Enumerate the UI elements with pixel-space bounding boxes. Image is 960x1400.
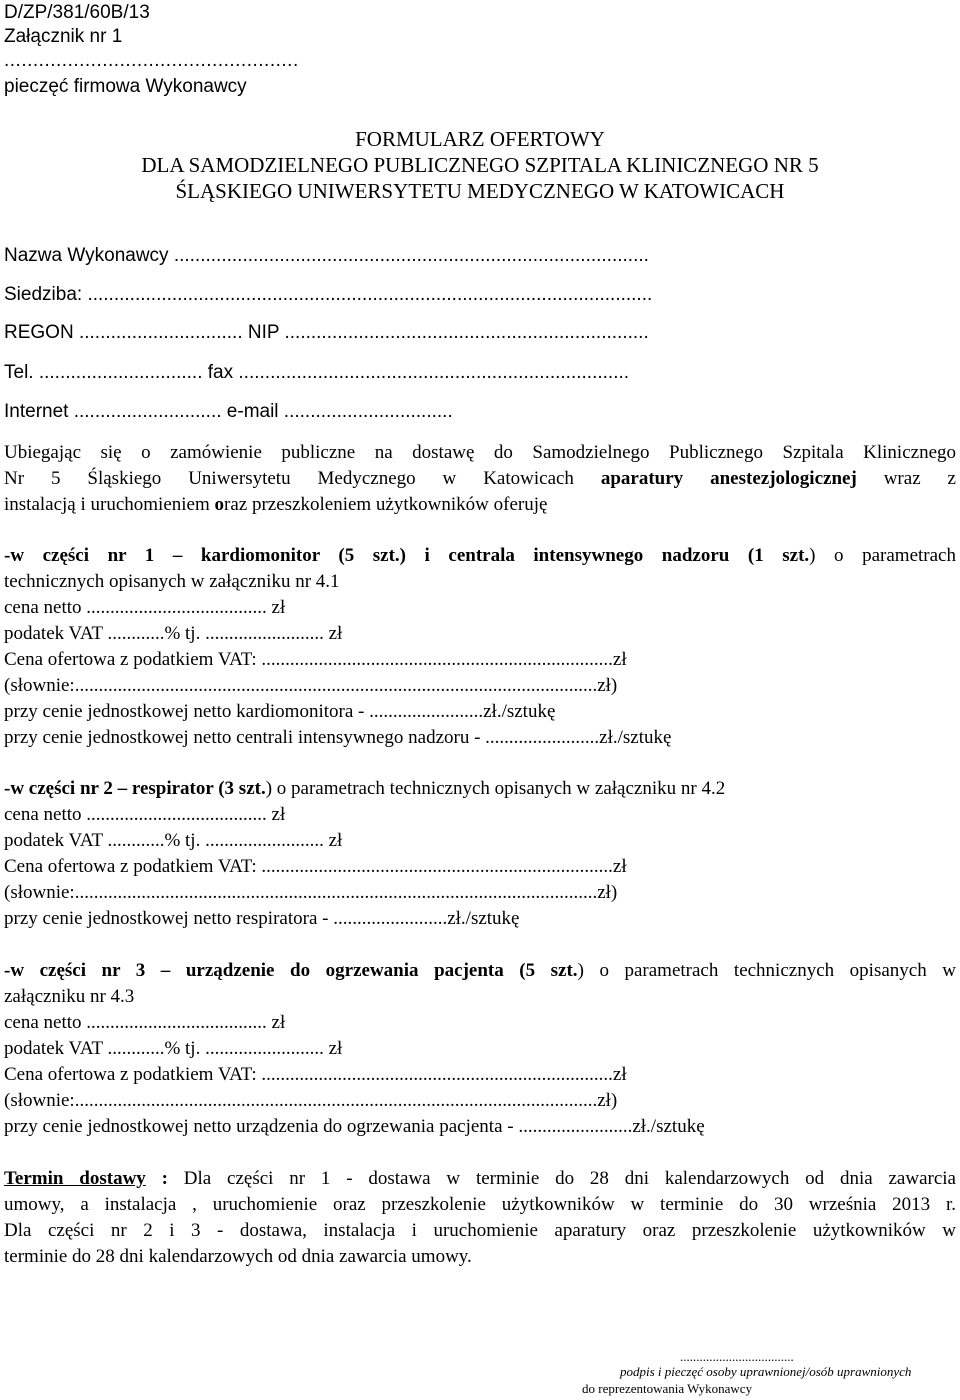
part2-price-in-words[interactable]: (słownie:..............................................................................................................zł) bbox=[4, 882, 618, 903]
part2-heading: -w części nr 2 – respirator (3 szt.) o parametrach technicznych opisanych w załączniku nr 4.2 bbox=[4, 778, 726, 799]
part3-gross-price[interactable]: Cena ofertowa z podatkiem VAT: ..........................................................................zł bbox=[4, 1064, 627, 1085]
part1-unit-price-cardiomonitor[interactable]: przy cenie jednostkowej netto kardiomonitora - ........................zł./sztukę bbox=[4, 701, 556, 722]
signature-label-2: do reprezentowania Wykonawcy bbox=[582, 1381, 753, 1396]
part3-net-price[interactable]: cena netto ...................................... zł bbox=[4, 1012, 286, 1033]
intro-line-2: Nr 5 Śląskiego Uniwersytetu Medycznego w Katowicach aparatury anestezjologicznej wraz z bbox=[4, 468, 956, 489]
part1-title: -w części nr 1 – kardiomonitor (5 szt.) i centrala intensywnego nadzoru (1 szt. bbox=[4, 545, 810, 566]
document-reference: D/ZP/381/60B/13 bbox=[4, 2, 150, 23]
contractor-seat-field[interactable]: Siedziba: ........................................................................................................... bbox=[4, 284, 653, 305]
title-line-3: ŚLĄSKIEGO UNIWERSYTETU MEDYCZNEGO W KATOWICACH bbox=[175, 179, 785, 203]
part3-heading: -w części nr 3 – urządzenie do ogrzewania pacjenta (5 szt.) o parametrach technicznych opisanych w załączniku nr 4.3 bbox=[4, 958, 956, 1010]
part2-vat[interactable]: podatek VAT ............% tj. ......................... zł bbox=[4, 830, 343, 851]
intro-line-1: Ubiegając się o zamówienie publiczne na dostawę do Samodzielnego Publicznego Szpitala Klinicznego bbox=[4, 442, 956, 463]
signature-label: podpis i pieczęć osoby uprawnionej/osób uprawnionych bbox=[620, 1364, 912, 1379]
part3-heading-line-2: załączniku nr 4.3 bbox=[4, 986, 135, 1007]
part3-vat[interactable]: podatek VAT ............% tj. ......................... zł bbox=[4, 1038, 343, 1059]
delivery-line-2: umowy, a instalacja , uruchomienie oraz przeszkolenie użytkowników w terminie do 30 września 2013 r. bbox=[4, 1194, 956, 1215]
part1-unit-price-central[interactable]: przy cenie jednostkowej netto centrali intensywnego nadzoru - ........................zł./sztukę bbox=[4, 727, 672, 748]
title-line-1: FORMULARZ OFERTOWY bbox=[355, 127, 605, 151]
intro-subject: aparatury anestezjologicznej bbox=[600, 468, 857, 489]
internet-email-field[interactable]: Internet ............................ e-mail ................................ bbox=[4, 401, 453, 422]
part3-price-in-words[interactable]: (słownie:..............................................................................................................zł) bbox=[4, 1090, 618, 1111]
delivery-line-3: Dla części nr 2 i 3 - dostawa, instalacja i uruchomienie aparatury oraz przeszkolenie użytkowników w bbox=[4, 1220, 956, 1241]
intro-line-3: instalacją i uruchomieniem oraz przeszkoleniem użytkowników oferuję bbox=[4, 494, 548, 515]
part1-gross-price[interactable]: Cena ofertowa z podatkiem VAT: ..........................................................................zł bbox=[4, 649, 627, 670]
part1-price-in-words[interactable]: (słownie:..............................................................................................................zł) bbox=[4, 675, 618, 696]
title-line-2: DLA SAMODZIELNEGO PUBLICZNEGO SZPITALA KLINICZNEGO NR 5 bbox=[141, 153, 819, 177]
signature-dots[interactable]: ................................... bbox=[680, 1349, 794, 1364]
part1-heading-line-2: technicznych opisanych w załączniku nr 4.1 bbox=[4, 571, 340, 592]
tel-fax-field[interactable]: Tel. ............................... fax .......................................................................... bbox=[4, 362, 630, 383]
attachment-label: Załącznik nr 1 bbox=[4, 26, 123, 47]
part2-gross-price[interactable]: Cena ofertowa z podatkiem VAT: ..........................................................................zł bbox=[4, 856, 627, 877]
part3-title: -w części nr 3 – urządzenie do ogrzewania pacjenta (5 szt. bbox=[4, 960, 578, 981]
stamp-label: pieczęć firmowa Wykonawcy bbox=[4, 76, 247, 97]
part1-vat[interactable]: podatek VAT ............% tj. ......................... zł bbox=[4, 623, 343, 644]
part2-title: -w części nr 2 – respirator (3 szt. bbox=[4, 778, 266, 799]
delivery-line-4: terminie do 28 dni kalendarzowych od dnia zawarcia umowy. bbox=[4, 1246, 472, 1267]
delivery-line-1: Termin dostawy : Dla części nr 1 - dostawa w terminie do 28 dni kalendarzowych od dnia zawarcia bbox=[4, 1168, 956, 1189]
part1-heading: -w części nr 1 – kardiomonitor (5 szt.) i centrala intensywnego nadzoru (1 szt.) o parametrach technicznych opisanych w załączniku nr 4.1 bbox=[4, 543, 956, 595]
regon-nip-field[interactable]: REGON ............................... NIP ..................................................................... bbox=[4, 322, 649, 343]
part2-net-price[interactable]: cena netto ...................................... zł bbox=[4, 804, 286, 825]
delivery-label: Termin dostawy bbox=[4, 1168, 146, 1189]
contractor-name-field[interactable]: Nazwa Wykonawcy .......................................................................................... bbox=[4, 245, 649, 266]
part2-unit-price-respirator[interactable]: przy cenie jednostkowej netto respiratora - ........................zł./sztukę bbox=[4, 908, 520, 929]
stamp-dots: ................................................... bbox=[4, 50, 299, 71]
delivery-terms bbox=[4, 1166, 956, 1270]
intro-paragraph bbox=[4, 440, 956, 518]
part1-net-price[interactable]: cena netto ...................................... zł bbox=[4, 597, 286, 618]
part3-unit-price-heater[interactable]: przy cenie jednostkowej netto urządzenia do ogrzewania pacjenta - ........................zł./sztukę bbox=[4, 1116, 705, 1137]
